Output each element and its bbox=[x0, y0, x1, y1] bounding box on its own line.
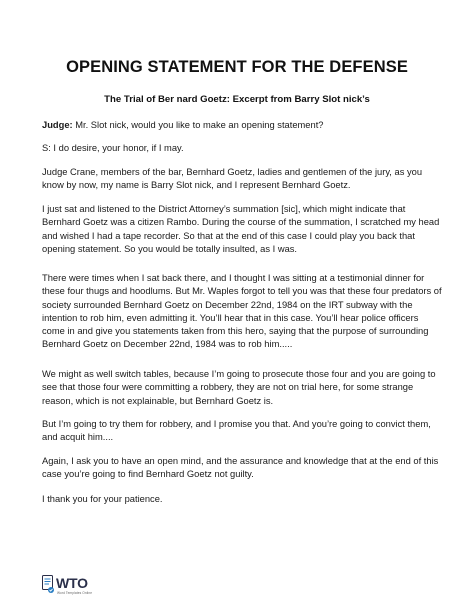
judge-paragraph bbox=[42, 119, 442, 132]
judge-line: Mr. Slot nick, would you like to make an opening statement? bbox=[72, 120, 324, 130]
paragraph-7: Again, I ask you to have an open mind, and the assurance and knowledge that at the end of this case you’re going to find Bernhard Goetz not guilty. bbox=[42, 456, 439, 480]
logo-tagline: Word Templates Online bbox=[57, 591, 93, 595]
paragraph-5: We might as well switch tables, because I’m going to prosecute those four and you are going to see that those four were committing a robbery, they are not on trial here, for some strange reason, which is not explainable, but Bernhard Goetz is. bbox=[42, 369, 436, 406]
document-icon bbox=[42, 575, 55, 595]
paragraph-6: But I’m going to try them for robbery, and I promise you that. And you’re going to convict them, and acquit him.... bbox=[42, 419, 431, 443]
paragraph-2: Judge Crane, members of the bar, Bernhard Goetz, ladies and gentlemen of the jury, as you know by now, my name is Barry Slot nick, and I represent Bernhard Goetz. bbox=[42, 167, 423, 191]
paragraph-4: There were times when I sat back there, and I thought I was sitting at a testimonial dinner for these four thugs and hoodlums. But Mr. Waples forgot to tell you was that these four predators of society surrounded Bernhard Goetz on December 22nd, 1984 on the IRT subway with the intention to rob him, even admitting it. You’ll hear that in this case. You’ll hear police officers come in and give you statements taken from this hero, saying that the purpose of surrounding Bernhard Goetz on December 22nd, 1984 was to rob him..... bbox=[42, 273, 442, 350]
document-title: OPENING STATEMENT FOR THE DEFENSE bbox=[66, 58, 408, 76]
paragraph-8: I thank you for your patience. bbox=[42, 494, 163, 504]
paragraph-3: I just sat and listened to the District Attorney’s summation [sic], which might indicate that Bernhard Goetz was a citizen Rambo. During the course of the summation, I scratched my head and wished I had a tape recorder. So that at the end of this case I could play you back that opening statement. So you would be totally insulted, as I was. bbox=[42, 204, 440, 254]
wto-logo bbox=[42, 574, 102, 598]
logo-wordmark: WTO bbox=[56, 575, 88, 591]
document-subtitle: The Trial of Ber nard Goetz: Excerpt from Barry Slot nick’s bbox=[104, 94, 370, 105]
judge-label: Judge: bbox=[42, 120, 73, 130]
paragraph-1: S: I do desire, your honor, if I may. bbox=[42, 143, 184, 153]
